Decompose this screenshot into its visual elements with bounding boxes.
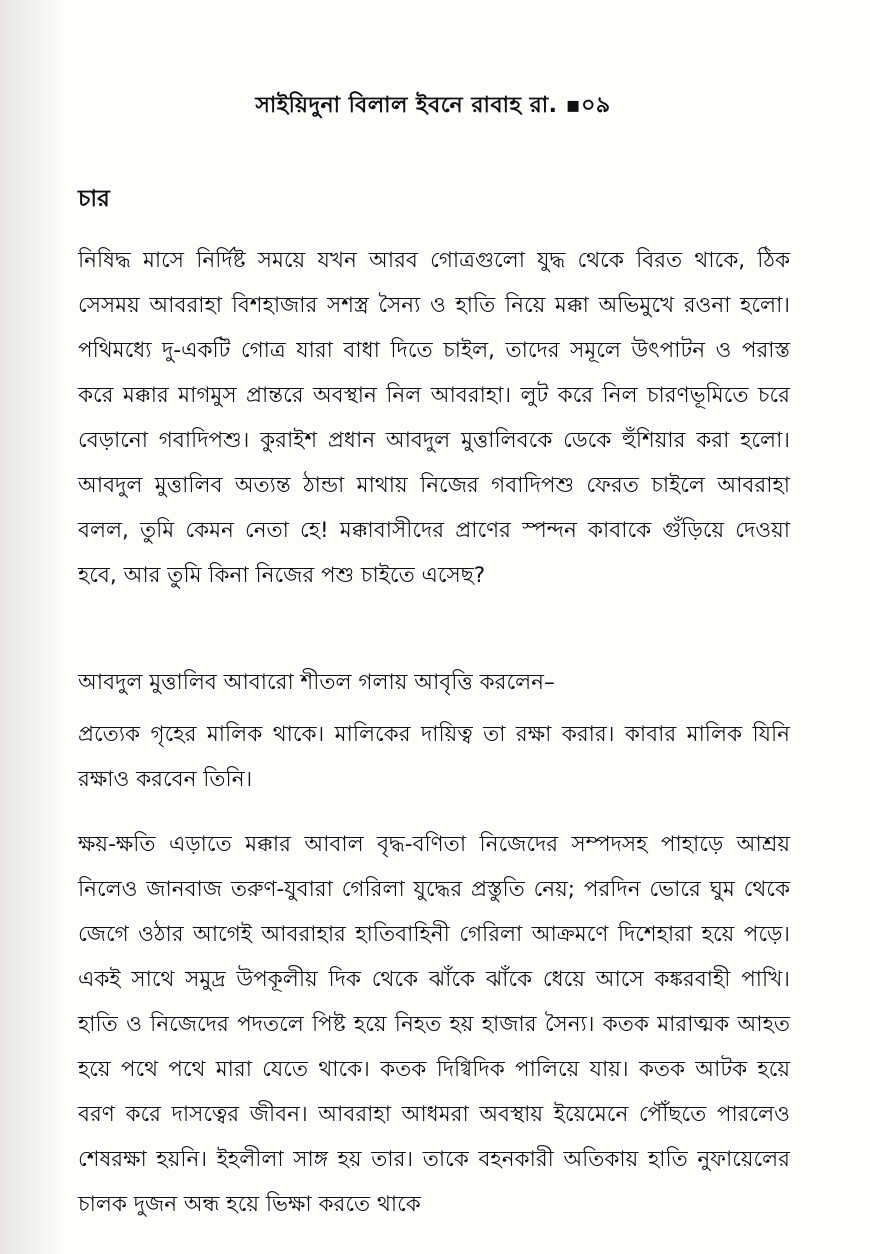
paragraph-muttalib-reply-intro: আবদুল মুত্তালিব আবারো শীতল গলায় আবৃত্তি করলেন– [78,670,555,695]
page-gutter-shadow [0,0,60,1254]
running-header-title: সাইয়িদুনা বিলাল ইবনে রাবাহ রা. ▪০৯ [255,93,611,118]
paragraph-army-destruction: ক্ষয়-ক্ষতি এড়াতে মক্কার আবাল বৃদ্ধ-বণিতা নিজেদের সম্পদসহ পাহাড়ে আশ্রয় নিলেও জানবাজ তরুণ-যুবারা গেরিলা যুদ্ধের প্রস্তুতি নেয়; পরদিন ভোরে ঘুম থেকে জেগে ওঠার আগেই আবরাহার হাতিবাহিনী গেরিলা আক্রমণে দিশেহারা হয়ে পড়ে। একই সাথে সমুদ্র উপকূলীয় দিক থেকে ঝাঁকে ঝাঁকে ধেয়ে আসে কঙ্করবাহী পাখি। হাতি ও নিজেদের পদতলে পিষ্ট হয়ে নিহত হয় হাজার সৈন্য। কতক মারাত্মক আহত হয়ে পথে পথে মারা যেতে থাকে। কতক দিগ্বিদিক পালিয়ে যায়। কতক আটক হয়ে বরণ করে দাসত্বের জীবন। আবরাহা আধমরা অবস্থায় ইয়েমেনে পৌঁছতে পারলেও শেষরক্ষা হয়নি। ইহলীলা সাঙ্গ হয় তার। তাকে বহনকারী অতিকায় হাতি নুফায়েলের চালক দুজন অন্ধ হয়ে ভিক্ষা করতে থাকে [78,832,790,1217]
paragraph-muttalib-quote: প্রত্যেক গৃহের মালিক থাকে। মালিকের দায়িত্ব তা রক্ষা করার। কাবার মালিক যিনি রক্ষাও করবেন তিনি। [78,722,790,792]
paragraph-abraha-march: নিষিদ্ধ মাসে নির্দিষ্ট সময়ে যখন আরব গোত্রগুলো যুদ্ধ থেকে বিরত থাকে, ঠিক সেসময় আবরাহা বিশহাজার সশস্ত্র সৈন্য ও হাতি নিয়ে মক্কা অভিমুখে রওনা হলো। পথিমধ্যে দু-একটি গোত্র যারা বাধা দিতে চাইল, তাদের সমূলে উৎপাটন ও পরাস্ত করে মক্কার মাগমুস প্রান্তরে অবস্থান নিল আবরাহা। লুট করে নিল চারণভূমিতে চরে বেড়ানো গবাদিপশু। কুরাইশ প্রধান আবদুল মুত্তালিবকে ডেকে হুঁশিয়ার করা হলো। আবদুল মুত্তালিব অত্যন্ত ঠান্ডা মাথায় নিজের গবাদিপশু ফেরত চাইলে আবরাহা বলল, তুমি কেমন নেতা হে! মক্কাবাসীদের প্রাণের স্পন্দন কাবাকে গুঁড়িয়ে দেওয়া হবে, আর তুমি কিনা নিজের পশু চাইতে এসেছ? [78,248,790,588]
chapter-heading: চার [78,186,110,212]
book-page [78,0,858,1254]
